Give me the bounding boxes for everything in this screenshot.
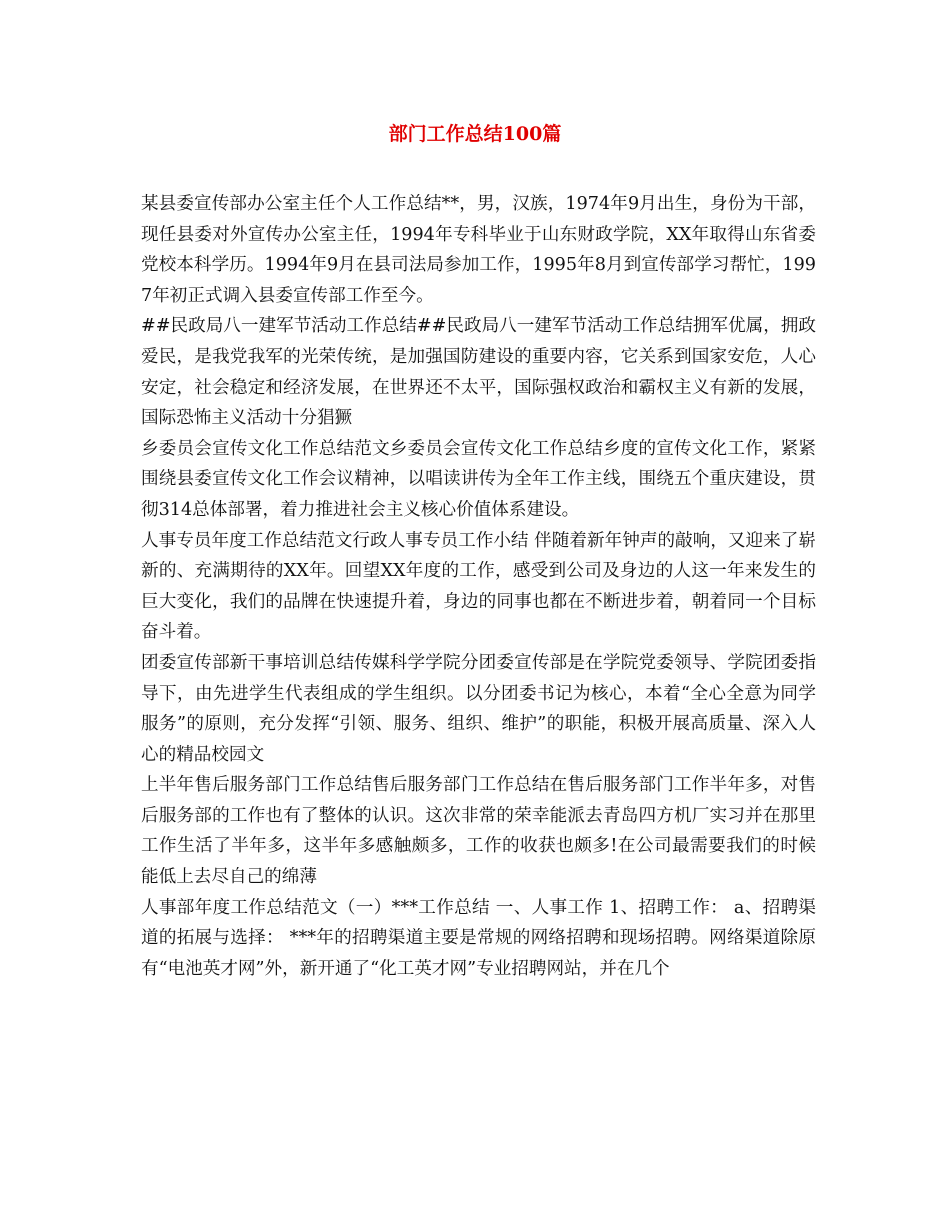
paragraph-1: 某县委宣传部办公室主任个人工作总结**，男，汉族，1974年9月出生，身份为干部，现任县委对外宣传办公室主任，1994年专科毕业于山东财政学院，XX年取得山东省委党校本科学历。1994年9月在县司法局参加工作，1995年8月到宣传部学习帮忙，1997年初正式调入县委宣传部工作至今。: [141, 194, 816, 306]
paragraph-4: 人事专员年度工作总结范文行政人事专员工作小结 伴随着新年钟声的敲响，又迎来了崭新的、充满期待的XX年。回望XX年度的工作，感受到公司及身边的人这一年来发生的巨大变化，我们的品牌在快速提升着，身边的同事也都在不断进步着，朝着同一个目标奋斗着。: [141, 530, 816, 643]
document-title: 部门工作总结100篇: [388, 123, 562, 145]
document-body: [141, 189, 816, 984]
paragraph-3: 乡委员会宣传文化工作总结范文乡委员会宣传文化工作总结乡度的宣传文化工作，紧紧围绕县委宣传文化工作会议精神，以唱读讲传为全年工作主线，围绕五个重庆建设，贯彻314总体部署，着力推进社会主义核心价值体系建设。: [141, 438, 816, 520]
paragraph-5: 团委宣传部新干事培训总结传媒科学学院分团委宣传部是在学院党委领导、学院团委指导下，由先进学生代表组成的学生组织。以分团委书记为核心，本着“全心全意为同学服务”的原则，充分发挥“引领、服务、组织、维护”的职能，积极开展高质量、深入人心的精品校园文: [141, 652, 816, 765]
paragraph-2: ##民政局八一建军节活动工作总结##民政局八一建军节活动工作总结拥军优属，拥政爱民，是我党我军的光荣传统，是加强国防建设的重要内容，它关系到国家安危，人心安定，社会稳定和经济发展，在世界还不太平，国际强权政治和霸权主义有新的发展，国际恐怖主义活动十分猖獗: [141, 316, 816, 429]
paragraph-6: 上半年售后服务部门工作总结售后服务部门工作总结在售后服务部门工作半年多，对售后服务部的工作也有了整体的认识。这次非常的荣幸能派去青岛四方机厂实习并在那里工作生活了半年多，这半年多感触颇多，工作的收获也颇多!在公司最需要我们的时候能低上去尽自己的绵薄: [141, 775, 816, 888]
paragraph-7: 人事部年度工作总结范文（一）***工作总结 一、人事工作 1、招聘工作： a、招聘渠道的拓展与选择： ***年的招聘渠道主要是常规的网络招聘和现场招聘。网络渠道除原有“电池英才网”外，新开通了“化工英才网”专业招聘网站，并在几个: [141, 897, 816, 979]
